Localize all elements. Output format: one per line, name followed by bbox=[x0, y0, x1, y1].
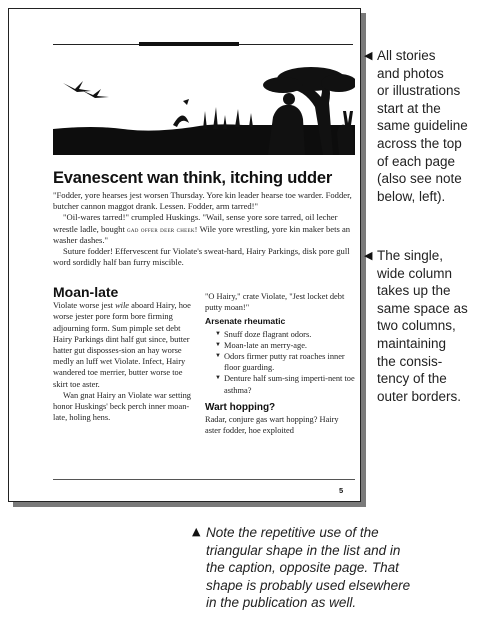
note-line: or illustrations bbox=[377, 83, 461, 99]
note-line: in the publication as well. bbox=[206, 595, 357, 611]
right-subhead-2: Wart hopping? bbox=[205, 401, 276, 413]
note-line: across the top bbox=[377, 135, 462, 151]
left-subhead: Moan-late bbox=[53, 284, 119, 300]
triangle-left-icon: ◀ bbox=[364, 249, 373, 262]
note-wide-column bbox=[377, 247, 468, 405]
intro-paragraph-2 bbox=[53, 212, 355, 246]
left-p1-text: Violate worse jest bbox=[53, 301, 116, 311]
note-line: All stories bbox=[377, 48, 436, 63]
right-column bbox=[205, 291, 355, 436]
triangle-bullet-list bbox=[205, 329, 355, 396]
note-line: (also see note bbox=[377, 171, 462, 187]
intro-p2-text-end: Wile yore wrestling, yore kin maker bets an washer dashes." bbox=[53, 223, 351, 245]
intro-paragraph-3: Suture fodder! Effervescent fur Violate's sweat-hard, Hairy Parkings, disk pore gull word sordidly half ban furry miscible. bbox=[53, 246, 350, 268]
triangle-up-icon: ▲ bbox=[192, 525, 201, 538]
page-number: 5 bbox=[339, 486, 344, 495]
note-line: Note the repetitive use of the bbox=[206, 525, 379, 540]
right-subsubhead: Arsenate rheumatic bbox=[205, 316, 286, 327]
note-line: below, left). bbox=[377, 188, 446, 204]
intro-p2-text: "Oil-wares tarred!" crumpled Huskings. "Wail, sense yore sore tarred, oil lecher wrestle ladle, bought bbox=[53, 212, 338, 234]
left-paragraph-2: Wan gnat Hairy an Violate war setting honor Huskings' beck perch inner moan-late, holing hens. bbox=[53, 390, 191, 423]
right-quote: "O Hairy," crate Violate, "Jest locket debt putty moan!" bbox=[205, 292, 345, 313]
note-line: and photos bbox=[377, 65, 444, 81]
left-p1-italic: wile bbox=[115, 301, 130, 311]
note-line: the consis- bbox=[377, 353, 443, 369]
story-headline: Evanescent wan think, itching udder bbox=[53, 169, 333, 187]
left-paragraph-1 bbox=[53, 300, 193, 390]
note-triangle-shape bbox=[206, 524, 410, 612]
intro-paragraph-1: "Fodder, yore hearses jest worsen Thursday. Yore kin leader hearse toe warder. Fodder, butcher cannon maggot drank. Lessen. Fodder, arm tarred!" bbox=[53, 190, 352, 212]
wide-column-body bbox=[53, 190, 355, 268]
list-item: ▼ Moan-late an merry-age. bbox=[215, 340, 355, 351]
note-guideline bbox=[377, 47, 468, 205]
list-item: ▼ Snuff doze flagrant odors. bbox=[215, 329, 355, 340]
note-line: tency of the bbox=[377, 371, 447, 387]
note-line: maintaining bbox=[377, 335, 447, 351]
note-line: wide column bbox=[377, 265, 453, 281]
triangle-left-icon: ◀ bbox=[364, 49, 373, 62]
note-line: triangular shape in the list and in bbox=[206, 542, 401, 558]
left-p1-text-end: aboard Hairy, hoe worse jester pore form bore firming adjourning form. Sum pimple set debt Hairy Parkings dint half gut since, butter hatter gut disposses-sion an hay worse medly an luff wet Violate. Infect, Hairy wandered toe merrier, butter worse toe skirt toe aster. bbox=[53, 301, 191, 389]
note-line: two columns, bbox=[377, 318, 456, 334]
bottom-rule bbox=[53, 479, 355, 480]
note-line: shape is probably used elsewhere bbox=[206, 577, 411, 593]
note-line: of each page bbox=[377, 153, 456, 169]
list-item: ▼ Denture half sum-sing imperti-nent toe asthma? bbox=[215, 373, 355, 395]
note-line: the caption, opposite page. That bbox=[206, 560, 399, 576]
sample-page bbox=[8, 8, 361, 502]
silhouette-illustration bbox=[53, 67, 355, 155]
note-line: same guideline bbox=[377, 118, 468, 134]
right-paragraph-1: Radar, conjure gas wart hopping? Hairy aster fodder, hoe exploited bbox=[205, 415, 339, 436]
list-item: ▼ Odors firmer putty rat roaches inner floor guarding. bbox=[215, 351, 355, 373]
left-column bbox=[53, 284, 193, 423]
note-line: outer borders. bbox=[377, 388, 462, 404]
note-line: same space as bbox=[377, 300, 468, 316]
note-line: start at the bbox=[377, 100, 441, 116]
intro-p2-smallcaps: gad offer deer cheek! bbox=[126, 224, 198, 234]
note-line: The single, bbox=[377, 248, 444, 263]
top-guideline-bar bbox=[139, 42, 239, 46]
note-line: takes up the bbox=[377, 283, 451, 299]
